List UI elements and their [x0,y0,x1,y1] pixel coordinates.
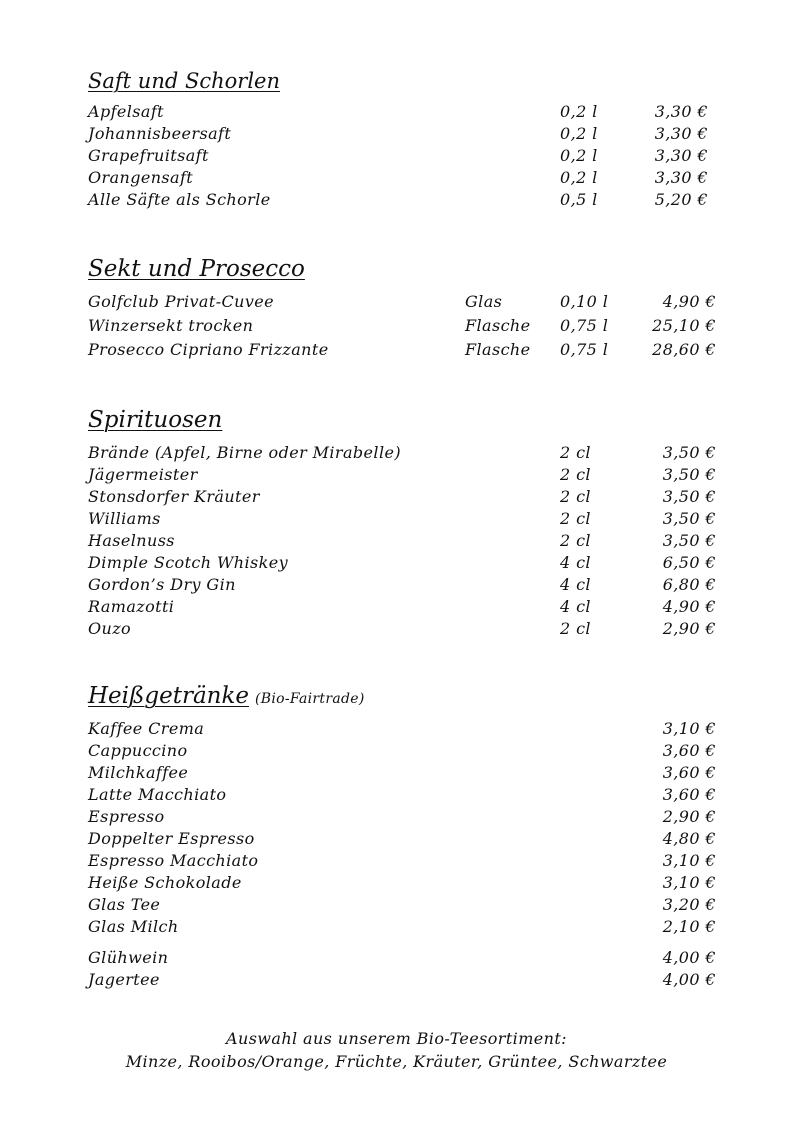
item-size: 2 cl [560,465,591,484]
section-title: Saft und Schorlen [88,69,280,93]
item-price: 3,50 € [662,531,716,550]
item-name: Gordon’s Dry Gin [88,575,236,594]
item-price: 3,10 € [662,873,716,892]
menu-item [88,740,728,762]
tea-selection-footer [0,1027,793,1073]
item-name: Grapefruitsaft [88,146,209,165]
item-price: 3,50 € [662,465,716,484]
menu-item [88,145,728,167]
item-size: 2 cl [560,443,591,462]
item-price: 3,60 € [662,741,716,760]
section-title: Heißgetränke [88,683,250,709]
item-size: 0,2 l [560,102,598,121]
spacer [88,938,728,947]
item-name: Espresso [88,807,165,826]
item-price: 4,90 € [662,292,716,311]
item-size: 4 cl [560,553,591,572]
item-name: Cappuccino [88,741,188,760]
item-name: Dimple Scotch Whiskey [88,553,289,572]
item-name: Prosecco Cipriano Frizzante [88,340,329,359]
item-name: Brände (Apfel, Birne oder Mirabelle) [88,443,401,462]
item-name: Jägermeister [88,465,198,484]
footer-line-1: Auswahl aus unserem Bio-Teesortiment: [226,1029,567,1048]
menu-item [88,574,728,596]
menu-item [88,123,728,145]
item-size: 2 cl [560,509,591,528]
item-name: Haselnuss [88,531,175,550]
menu-item [88,167,728,189]
menu-item [88,762,728,784]
item-name: Alle Säfte als Schorle [88,190,271,209]
section-heissgetraenke [88,680,728,991]
item-price: 2,10 € [662,917,716,936]
item-price: 3,50 € [662,443,716,462]
section-spirituosen [88,404,728,640]
item-name: Ramazotti [88,597,175,616]
item-price: 2,90 € [662,807,716,826]
menu-item [88,464,728,486]
item-size: 2 cl [560,487,591,506]
item-price: 3,60 € [662,763,716,782]
item-price: 5,20 € [654,190,708,209]
item-price: 4,80 € [662,829,716,848]
menu-item [88,596,728,618]
section-saft-und-schorlen [88,66,728,211]
menu-item [88,718,728,740]
item-serving: Flasche [465,316,531,335]
item-name: Glühwein [88,948,169,967]
item-name: Glas Tee [88,895,161,914]
item-size: 2 cl [560,619,591,638]
menu-item [88,916,728,938]
item-name: Jagertee [88,970,160,989]
section-heading [88,66,728,101]
section-sekt-und-prosecco [88,253,728,362]
item-name: Winzersekt trocken [88,316,254,335]
section-heading [88,680,728,718]
item-price: 3,10 € [662,719,716,738]
item-price: 4,00 € [662,970,716,989]
item-name: Latte Macchiato [88,785,227,804]
item-name: Espresso Macchiato [88,851,259,870]
item-price: 3,30 € [654,102,708,121]
menu-item [88,101,728,123]
item-price: 3,10 € [662,851,716,870]
section-heading [88,404,728,442]
item-name: Kaffee Crema [88,719,205,738]
menu-item [88,442,728,464]
item-price: 3,50 € [662,509,716,528]
item-name: Glas Milch [88,917,179,936]
menu-item [88,189,728,211]
menu-item [88,486,728,508]
item-name: Apfelsaft [88,102,165,121]
item-price: 25,10 € [652,316,716,335]
menu-item [88,806,728,828]
item-size: 0,2 l [560,168,598,187]
item-name: Milchkaffee [88,763,189,782]
item-price: 6,80 € [662,575,716,594]
section-note: (Bio-Fairtrade) [255,691,365,707]
item-size: 0,75 l [560,340,609,359]
item-size: 4 cl [560,575,591,594]
item-price: 3,60 € [662,785,716,804]
item-price: 3,50 € [662,487,716,506]
item-name: Heiße Schokolade [88,873,242,892]
menu-item [88,850,728,872]
menu-item [88,828,728,850]
item-size: 0,75 l [560,316,609,335]
item-price: 3,30 € [654,124,708,143]
item-serving: Flasche [465,340,531,359]
item-serving: Glas [465,292,503,311]
item-name: Orangensaft [88,168,194,187]
item-price: 3,20 € [662,895,716,914]
item-size: 0,2 l [560,124,598,143]
item-size: 0,5 l [560,190,598,209]
item-size: 4 cl [560,597,591,616]
menu-item [88,508,728,530]
item-price: 3,30 € [654,168,708,187]
item-size: 0,10 l [560,292,609,311]
item-price: 2,90 € [662,619,716,638]
menu-item [88,872,728,894]
item-name: Doppelter Espresso [88,829,255,848]
item-price: 4,90 € [662,597,716,616]
item-name: Stonsdorfer Kräuter [88,487,260,506]
item-name: Golfclub Privat-Cuvee [88,292,275,311]
menu-item [88,530,728,552]
item-name: Williams [88,509,161,528]
menu-item [88,552,728,574]
item-size: 0,2 l [560,146,598,165]
item-price: 6,50 € [662,553,716,572]
item-price: 4,00 € [662,948,716,967]
item-price: 3,30 € [654,146,708,165]
menu-item [88,894,728,916]
item-price: 28,60 € [652,340,716,359]
section-heading [88,253,728,290]
item-size: 2 cl [560,531,591,550]
menu-item [88,784,728,806]
footer-line-2: Minze, Rooibos/Orange, Früchte, Kräuter, Grüntee, Schwarztee [125,1052,668,1071]
menu-item [88,618,728,640]
section-title: Sekt und Prosecco [88,256,305,282]
item-name: Johannisbeersaft [88,124,232,143]
menu-item [88,338,728,362]
item-name: Ouzo [88,619,132,638]
menu-item [88,290,728,314]
menu-item [88,314,728,338]
menu-item [88,947,728,969]
menu-item [88,969,728,991]
section-title: Spirituosen [88,407,223,433]
